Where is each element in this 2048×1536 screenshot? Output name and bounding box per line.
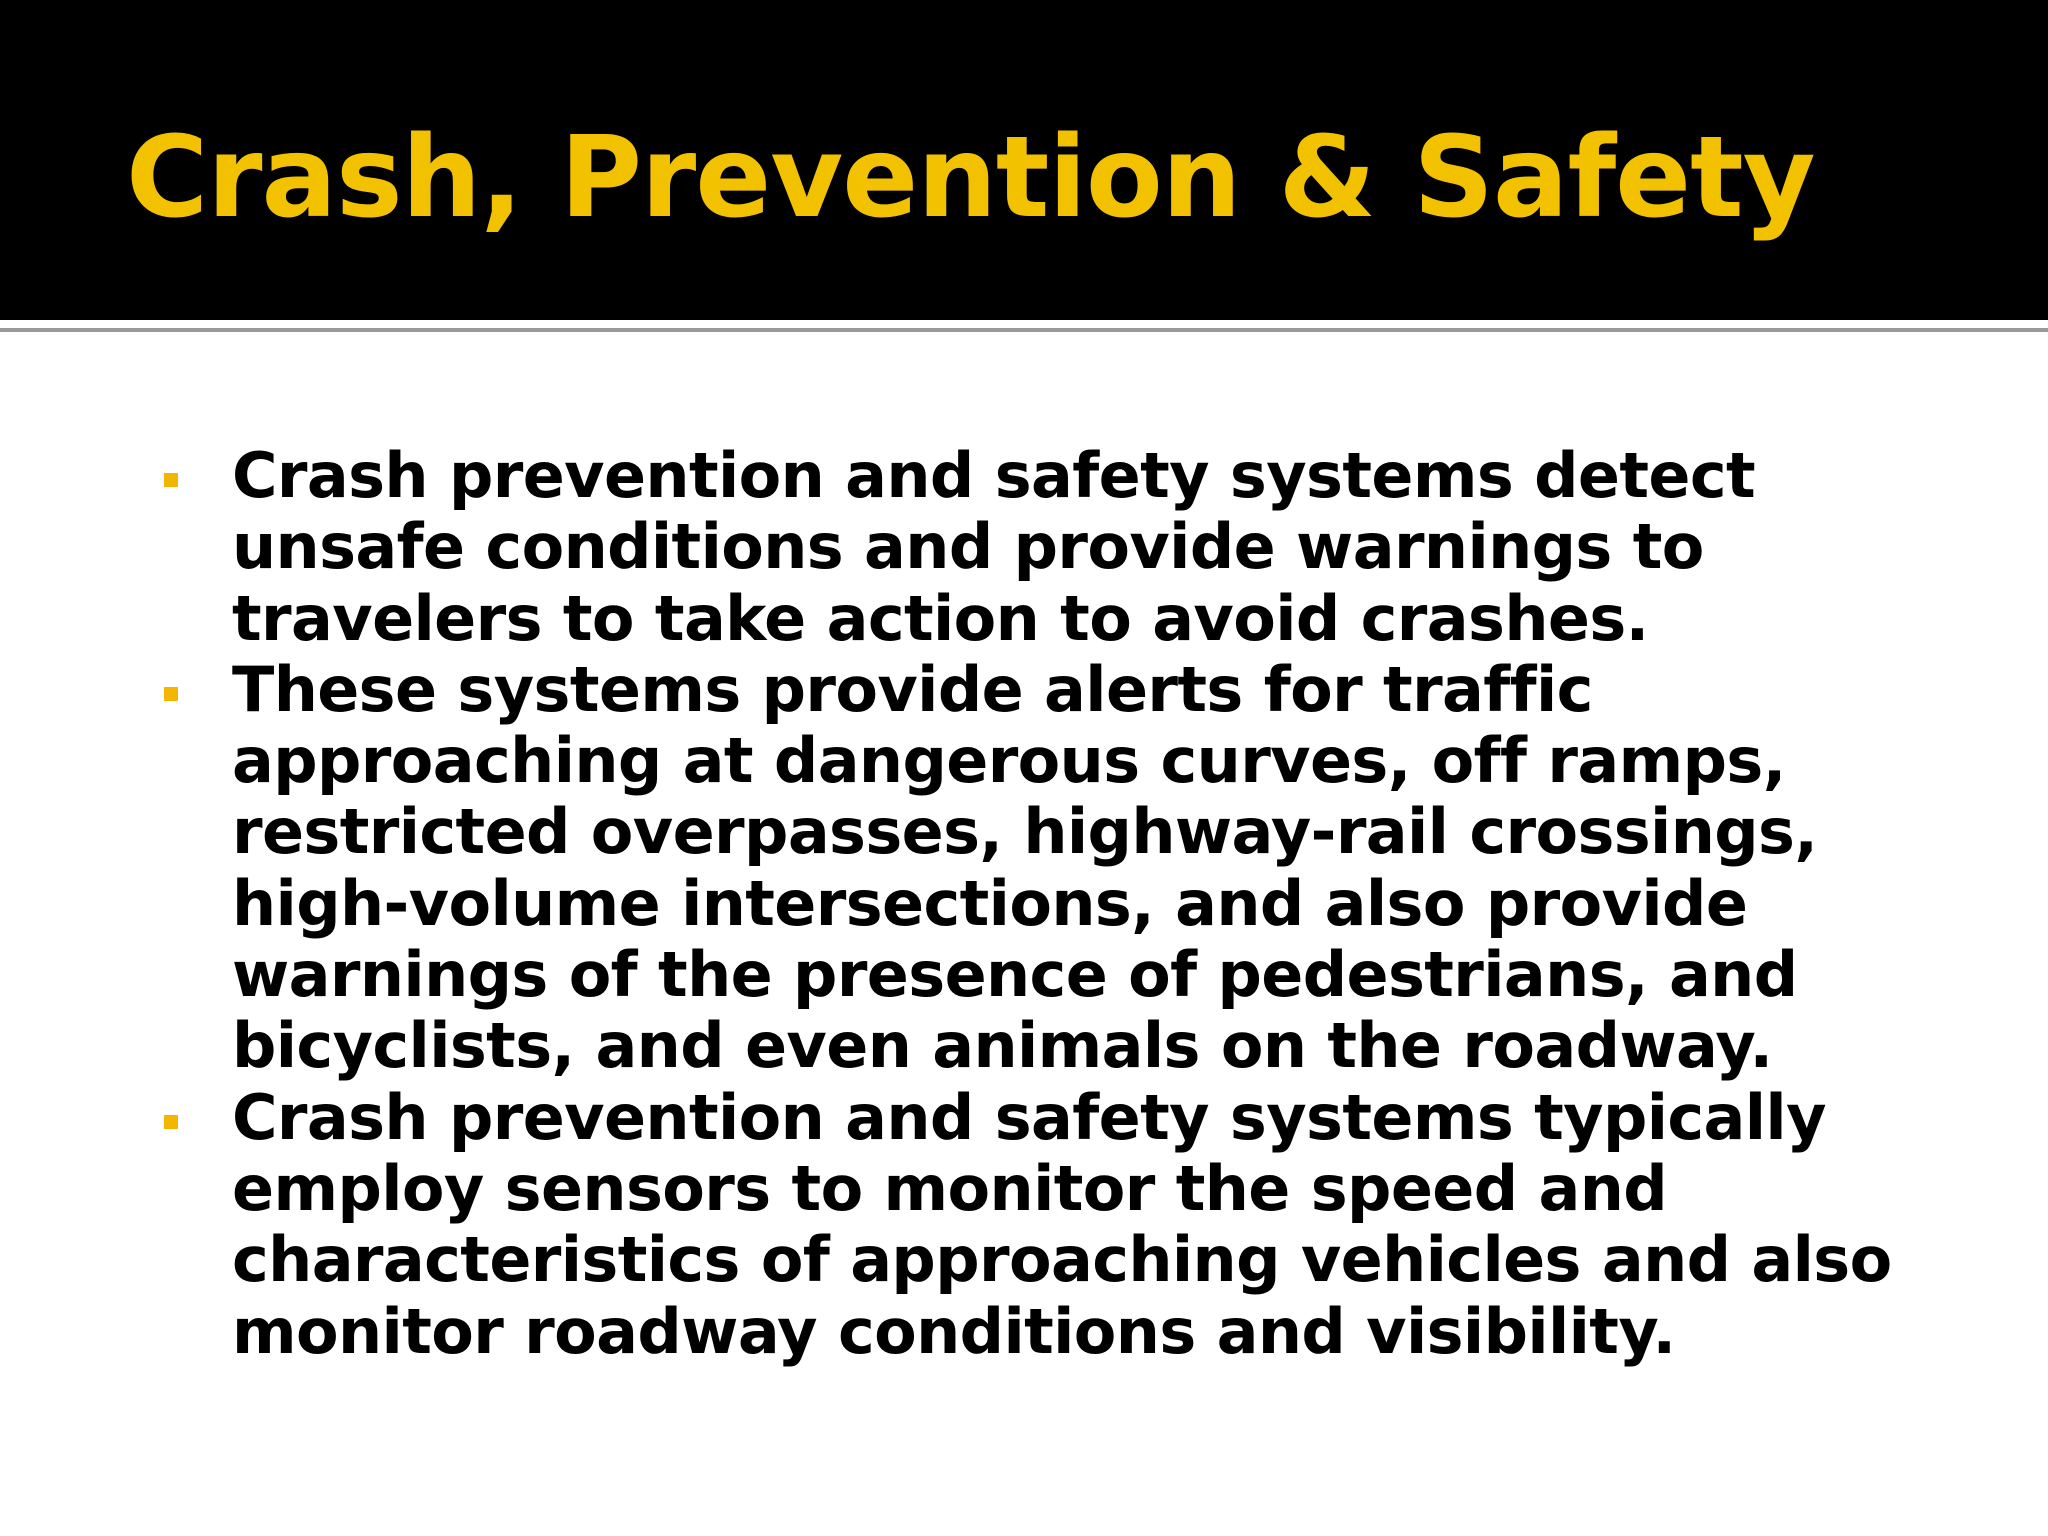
square-bullet-icon [164,473,178,487]
square-bullet-icon [164,1115,178,1129]
bullet-item-2 [150,654,2000,1082]
title-divider [0,328,2048,332]
bullet-text: These systems provide alerts for traffic approaching at dangerous curves, off ramps, restricted overpasses, highway-rail crossings, high-volume intersections, and also provide warnings of the presence of pedestrians, and bicyclists, and even animals on the roadway. [232,652,1818,1083]
square-bullet-icon [164,687,178,701]
title-bar [0,0,2048,320]
bullet-text: Crash prevention and safety systems detect unsafe conditions and provide warnings to travelers to take action to avoid crashes. [232,439,1756,655]
bullet-item-3 [150,1082,2000,1367]
bullet-text: Crash prevention and safety systems typically employ sensors to monitor the speed and characteristics of approaching vehicles and also monitor roadway conditions and visibility. [232,1080,1892,1368]
bullet-list [150,440,2000,1367]
slide-title: Crash, Prevention & Safety [126,113,1815,243]
bullet-item-1 [150,440,2000,654]
